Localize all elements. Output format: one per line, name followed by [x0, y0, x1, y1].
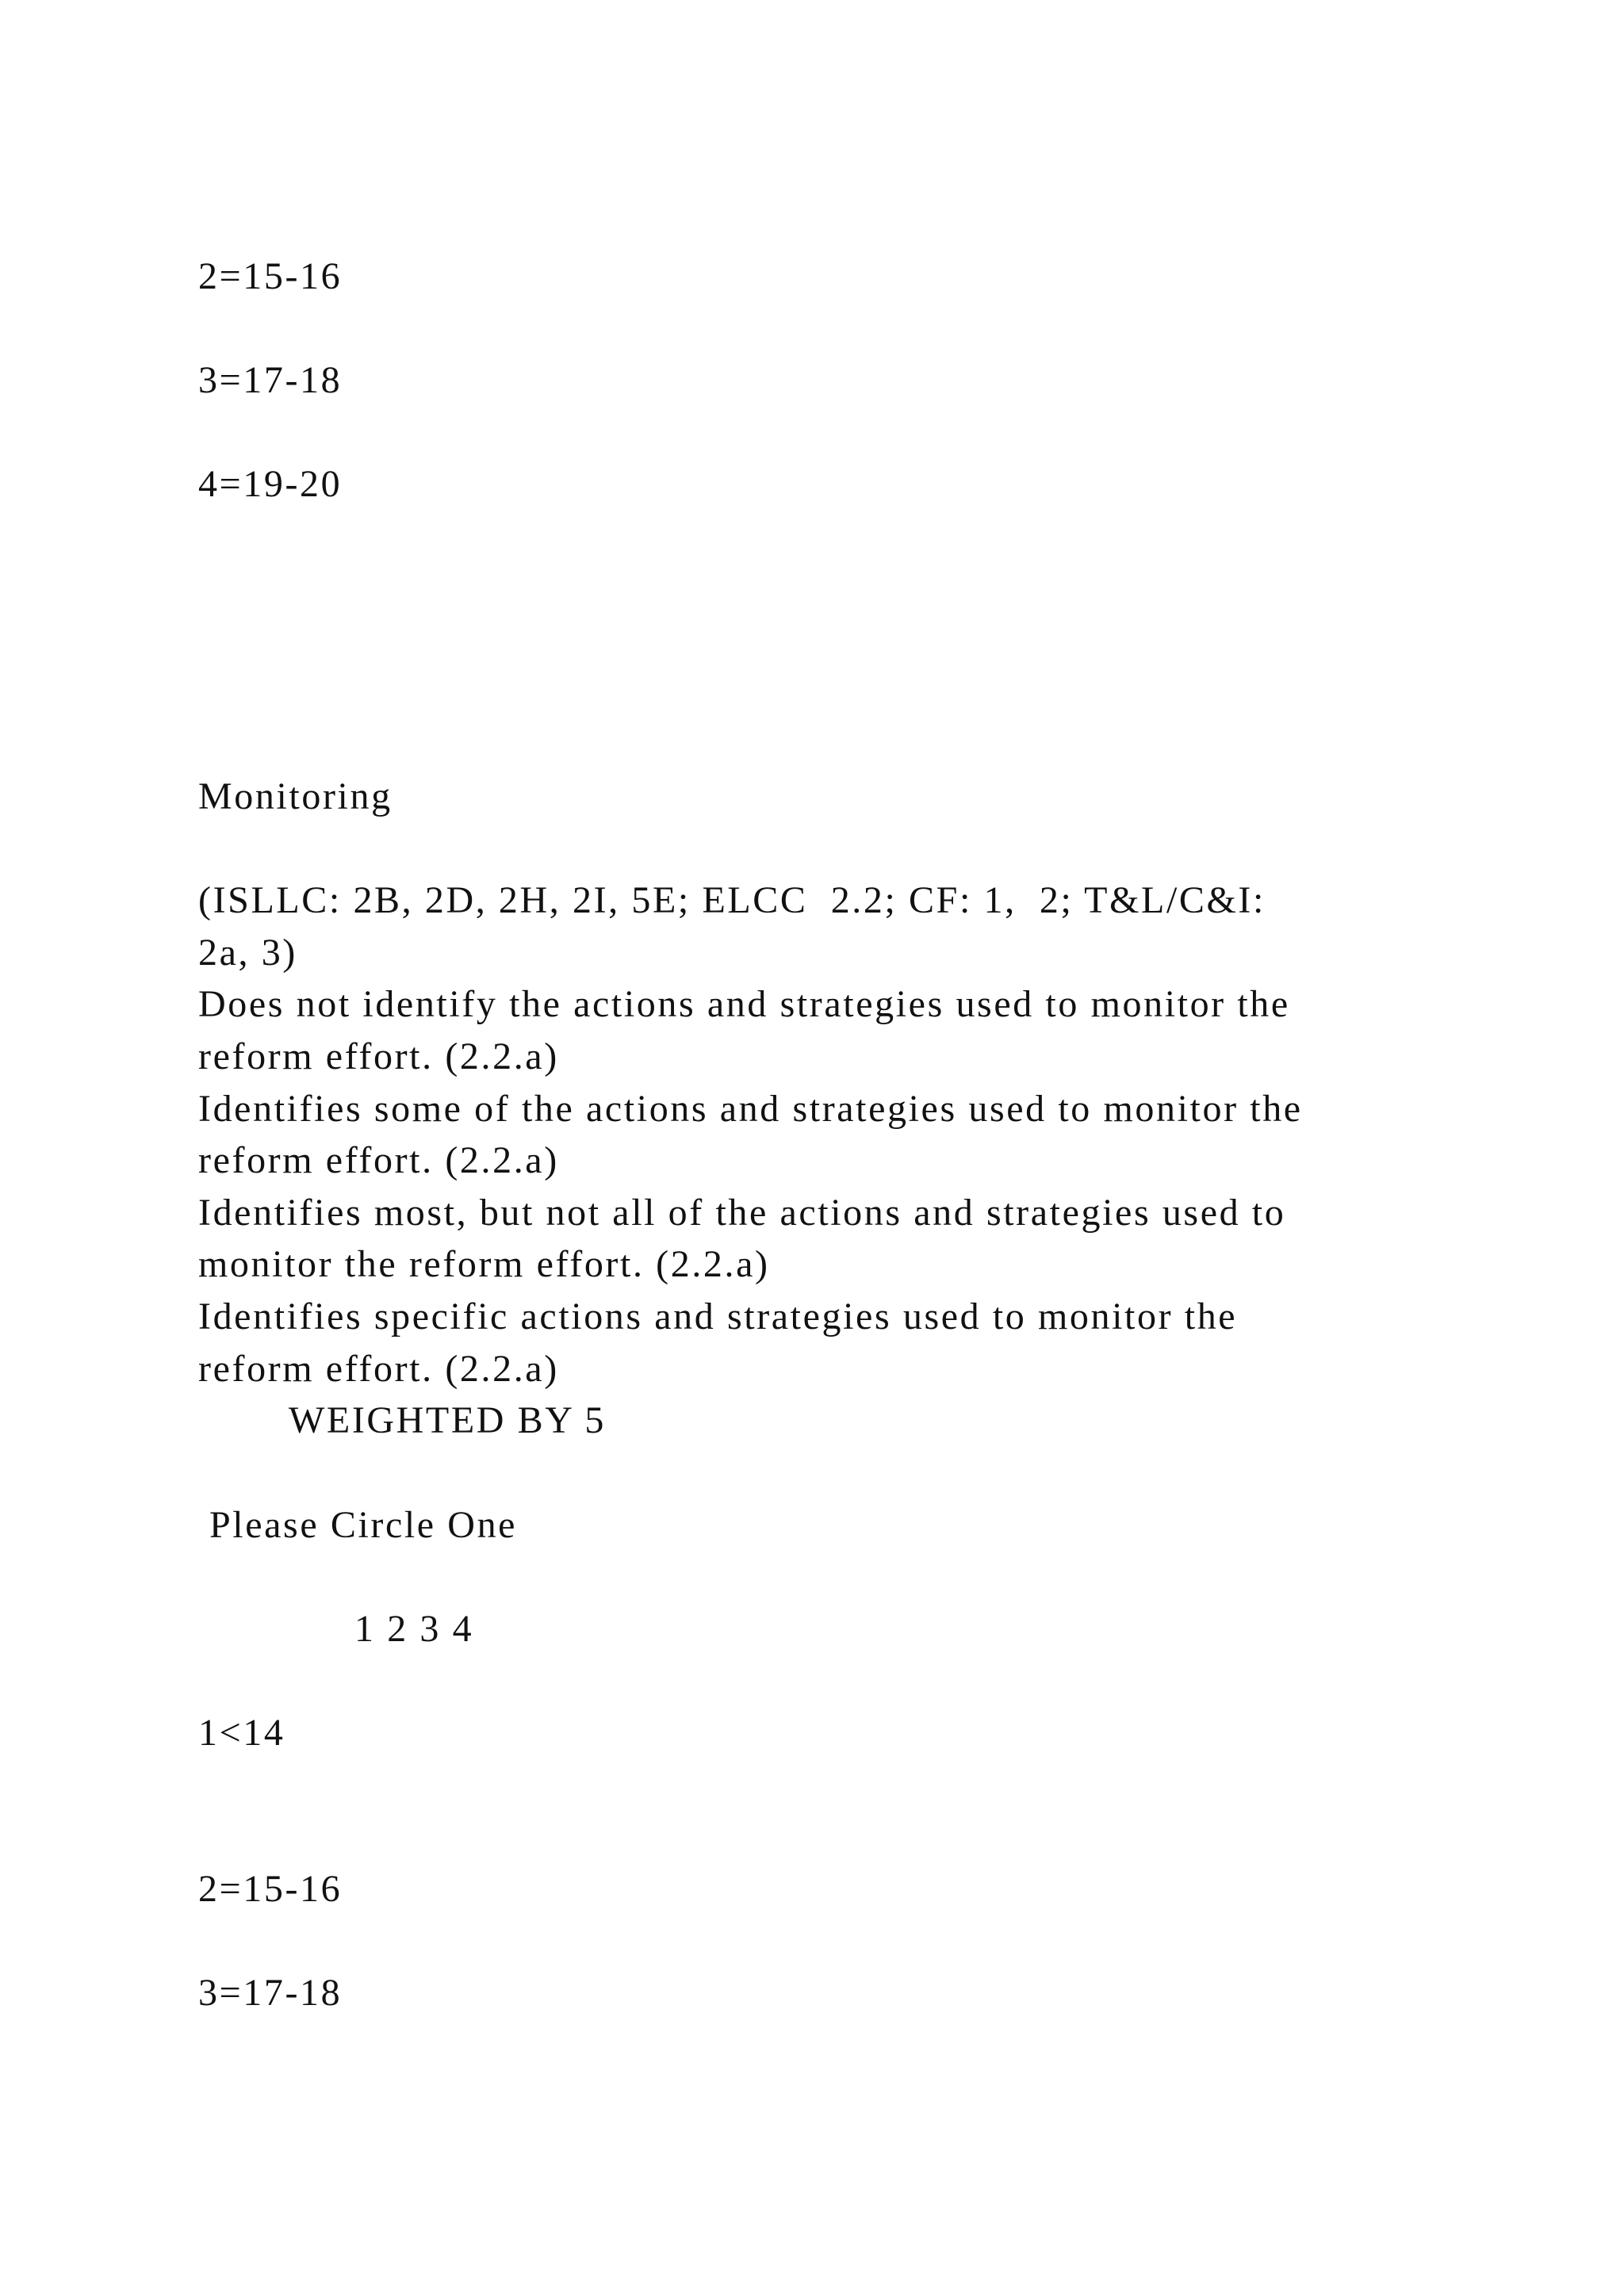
criterion-3-line-2: monitor the reform effort. (2.2.a)	[198, 1243, 770, 1285]
criterion-4-line-1: Identifies specific actions and strategies used to monitor the	[198, 1295, 1238, 1337]
score-range-3: 3=17-18	[198, 359, 343, 401]
criterion-1-line-1: Does not identify the actions and strategies used to monitor the	[198, 983, 1290, 1025]
criterion-4-line-2: reform effort. (2.2.a)	[198, 1348, 559, 1390]
weighting-note: WEIGHTED BY 5	[289, 1399, 606, 1441]
criterion-3-line-1: Identifies most, but not all of the actions and strategies used to	[198, 1192, 1286, 1234]
criterion-2-line-2: reform effort. (2.2.a)	[198, 1139, 559, 1181]
criterion-1-line-2: reform effort. (2.2.a)	[198, 1035, 559, 1077]
circle-instruction: Please Circle One	[209, 1504, 518, 1546]
score-range-4: 4=19-20	[198, 463, 343, 505]
score-range-2-bottom: 2=15-16	[198, 1868, 343, 1910]
standards-line-1: (ISLLC: 2B, 2D, 2H, 2I, 5E; ELCC 2.2; CF: 1, 2; T&L/C&I:	[198, 879, 1266, 921]
section-title: Monitoring	[198, 775, 393, 817]
score-range-2: 2=15-16	[198, 255, 343, 297]
standards-line-2: 2a, 3)	[198, 932, 297, 974]
rating-options: 1 2 3 4	[354, 1608, 474, 1650]
criterion-2-line-1: Identifies some of the actions and strategies used to monitor the	[198, 1088, 1303, 1130]
score-range-1: 1<14	[198, 1712, 285, 1754]
score-range-3-bottom: 3=17-18	[198, 1972, 343, 2014]
